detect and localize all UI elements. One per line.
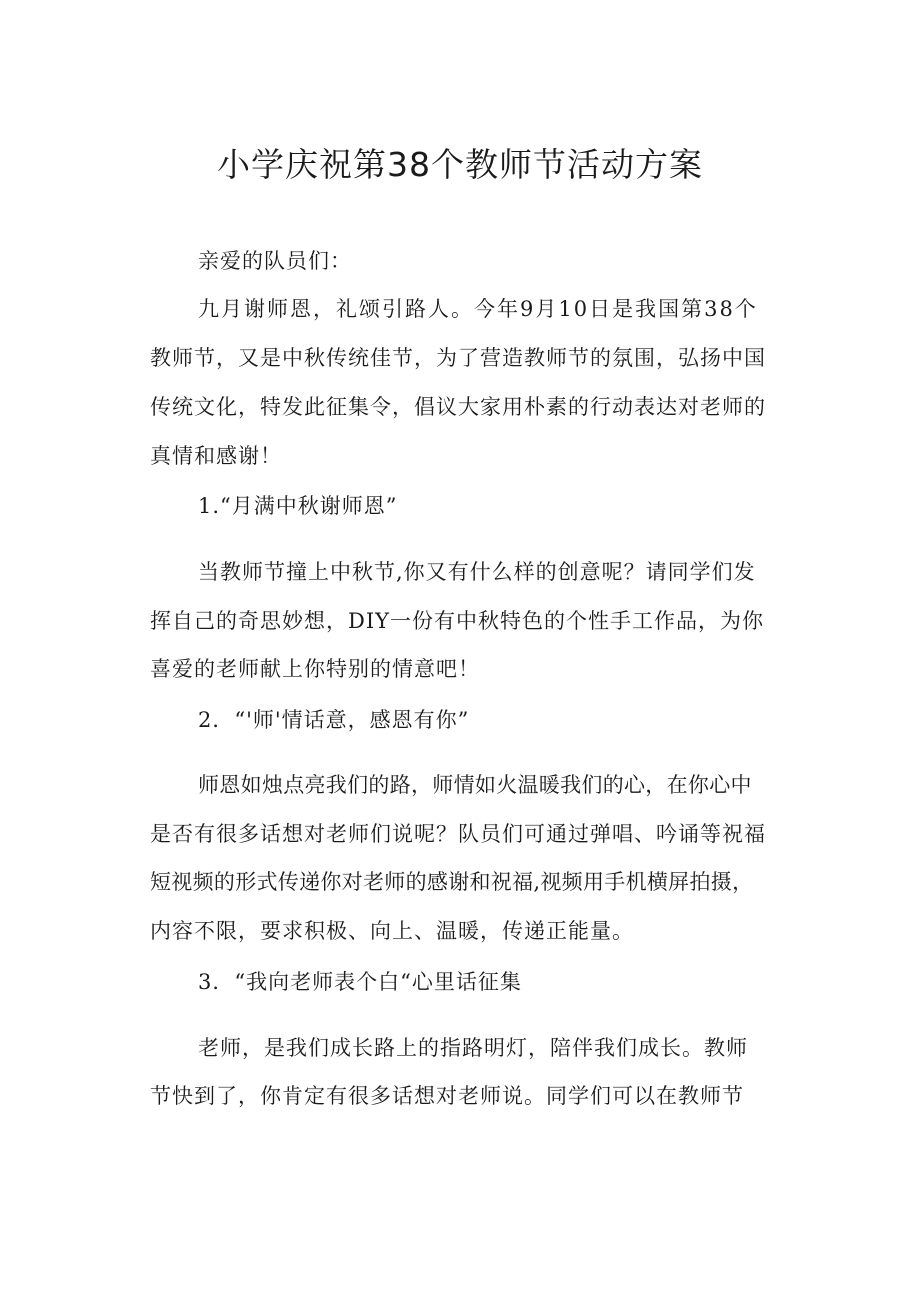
paragraph-line: 师恩如烛点亮我们的路，师情如火温暖我们的心，在你心中 [198,773,752,797]
paragraph-line: 老师，是我们成长路上的指路明灯，陪伴我们成长。教师 [198,1036,748,1060]
paragraph-line: 当教师节撞上中秋节,你又有什么样的创意呢？请同学们发 [198,560,756,584]
section-heading: 3．“我向老师表个白“心里话征集 [198,970,522,994]
section-heading: 2．“'师'情话意，感恩有你” [198,708,470,732]
paragraph-line: 喜爱的老师献上你特别的情意吧！ [150,657,480,681]
paragraph-line: 传统文化，特发此征集令，倡议大家用朴素的行动表达对老师的 [150,395,766,419]
paragraph-line: 教师节，又是中秋传统佳节，为了营造教师节的氛围，弘扬中国 [150,346,766,370]
section-heading: 1.“月满中秋谢师恩” [198,494,398,518]
paragraph-line: 短视频的形式传递你对老师的感谢和祝福,视频用手机横屏拍摄， [150,870,754,894]
paragraph-line: 节快到了，你肯定有很多话想对老师说。同学们可以在教师节 [150,1084,744,1108]
paragraph-line: 挥自己的奇思妙想，DIY一份有中秋特色的个性手工作品，为你 [150,609,764,633]
document-title: 小学庆祝第38个教师节活动方案 [217,145,703,184]
greeting: 亲爱的队员们： [198,249,352,273]
paragraph-line: 真情和感谢！ [150,444,282,468]
paragraph-line: 九月谢师恩，礼颂引路人。今年9月10日是我国第38个 [198,297,758,321]
paragraph-line: 是否有很多话想对老师们说呢？队员们可通过弹唱、吟诵等祝福 [150,822,766,846]
paragraph-line: 内容不限，要求积极、向上、温暖，传递正能量。 [150,919,634,943]
